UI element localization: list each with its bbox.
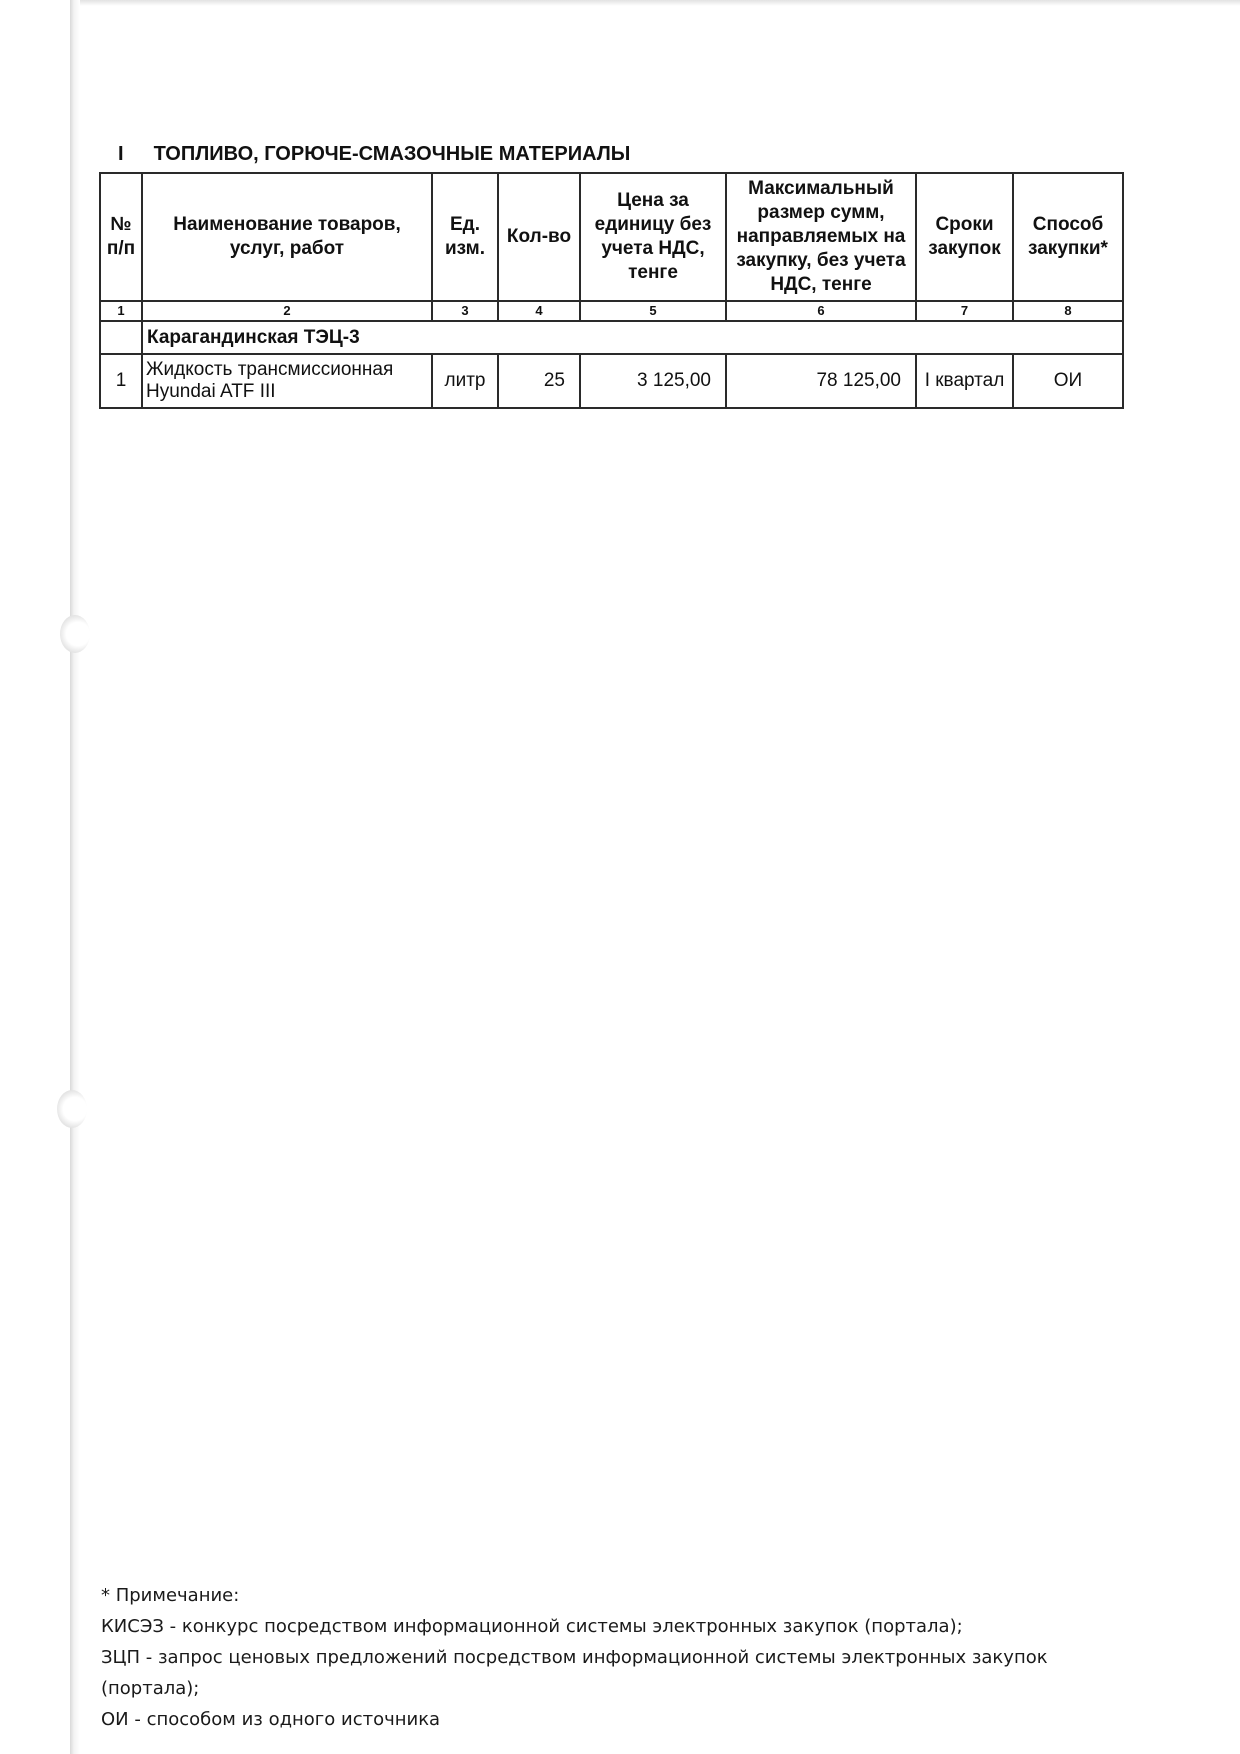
column-number: 5 (580, 301, 726, 321)
header-qty: Кол-во (498, 173, 580, 301)
group-title: Карагандинская ТЭЦ-3 (142, 321, 1123, 354)
scan-page-top-edge (80, 0, 1240, 6)
row-unit: литр (432, 354, 498, 408)
row-name: Жидкость трансмиссионная Hyundai ATF III (142, 354, 432, 408)
procurement-table (99, 172, 1124, 409)
row-method: ОИ (1013, 354, 1123, 408)
column-number-row (100, 301, 1123, 321)
table-header-row (100, 173, 1123, 301)
column-number: 1 (100, 301, 142, 321)
footnote-line: (портала); (101, 1678, 200, 1699)
column-number: 3 (432, 301, 498, 321)
row-num: 1 (100, 354, 142, 408)
section-title-text: ТОПЛИВО, ГОРЮЧЕ-СМАЗОЧНЫЕ МАТЕРИАЛЫ (153, 143, 631, 165)
footnote-line: ОИ - способом из одного источника (101, 1709, 441, 1730)
header-method: Способ закупки* (1013, 173, 1123, 301)
header-max-sum: Максимальный размер сумм, направляемых на закупку, без учета НДС, тенге (726, 173, 916, 301)
header-num: № п/п (100, 173, 142, 301)
row-price: 3 125,00 (580, 354, 726, 408)
section-title (118, 143, 630, 166)
column-number: 6 (726, 301, 916, 321)
group-row (100, 321, 1123, 354)
column-number: 7 (916, 301, 1013, 321)
table-row (100, 354, 1123, 408)
column-number: 4 (498, 301, 580, 321)
scan-page-edge (70, 0, 80, 1754)
header-term: Сроки закупок (916, 173, 1013, 301)
group-empty-cell (100, 321, 142, 354)
row-term: I квартал (916, 354, 1013, 408)
section-number: I (118, 143, 124, 165)
footnote-line: КИСЭЗ - конкурс посредством информационной системы электронных закупок (портала); (101, 1616, 963, 1637)
header-name: Наименование товаров, услуг, работ (142, 173, 432, 301)
punch-hole (60, 615, 90, 653)
header-unit: Ед. изм. (432, 173, 498, 301)
column-number: 2 (142, 301, 432, 321)
column-number: 8 (1013, 301, 1123, 321)
header-price: Цена за единицу без учета НДС, тенге (580, 173, 726, 301)
row-max-sum: 78 125,00 (726, 354, 916, 408)
punch-hole (57, 1090, 87, 1128)
footnote-line: ЗЦП - запрос ценовых предложений посредством информационной системы электронных закупок (101, 1647, 1048, 1668)
footnote-title: * Примечание: (101, 1585, 240, 1606)
footnote (101, 1580, 1101, 1735)
row-qty: 25 (498, 354, 580, 408)
